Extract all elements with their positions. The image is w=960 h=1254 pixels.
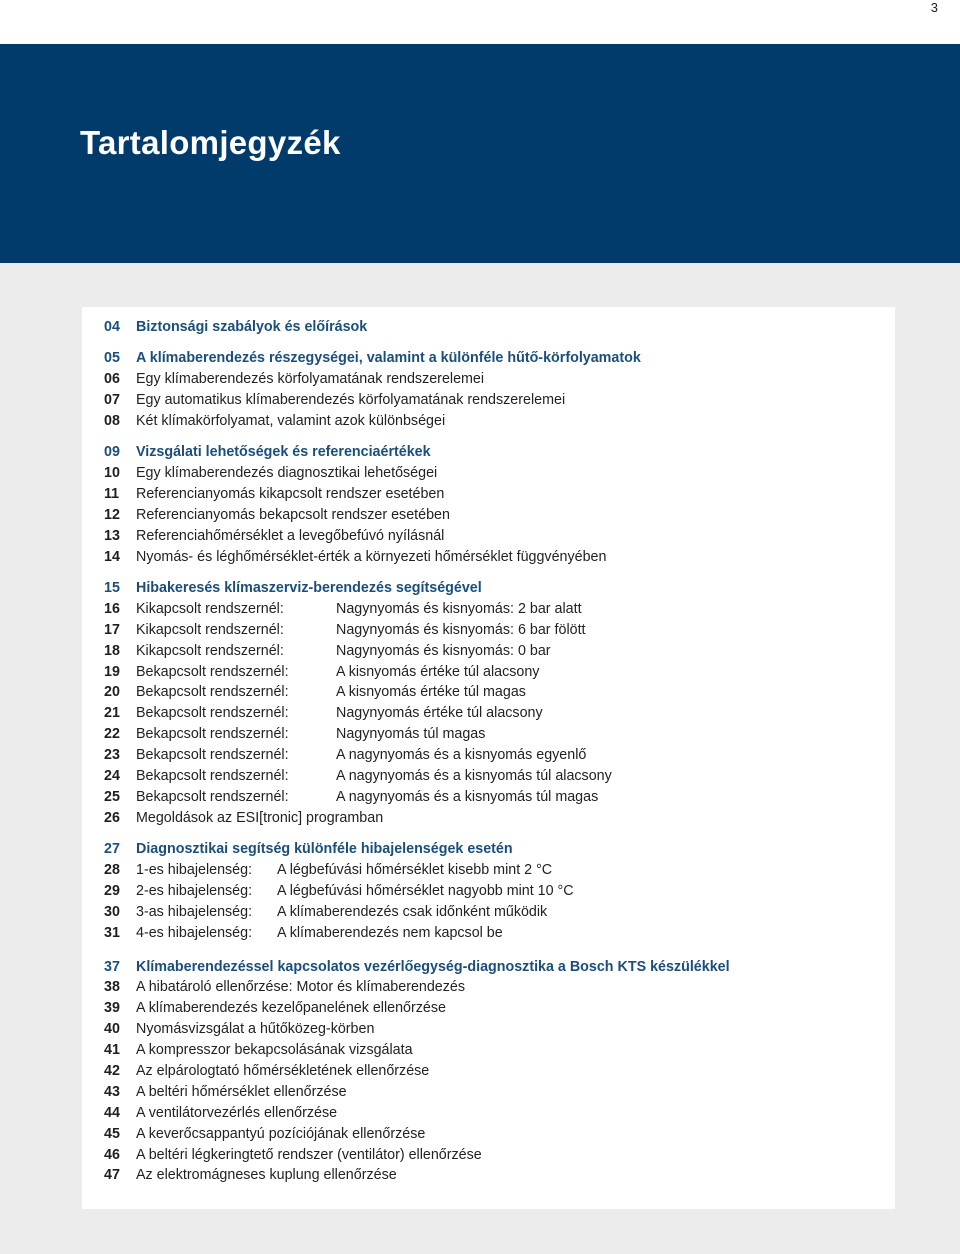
toc-page-number: 43 <box>104 1083 120 1100</box>
page-number: 3 <box>930 0 938 15</box>
toc-page-number: 26 <box>104 809 120 826</box>
toc-entry-title: Az elpárologtató hőmérsékletének ellenőrzése <box>136 1062 430 1079</box>
toc-entry-title: Referencianyomás bekapcsolt rendszer esetében <box>136 506 450 523</box>
toc-entry-condition: Kikapcsolt rendszernél: <box>136 600 284 617</box>
toc-entry[interactable] <box>104 998 884 1019</box>
toc-entry[interactable] <box>104 1103 884 1124</box>
toc-section-heading[interactable] <box>104 317 884 338</box>
toc-entry[interactable] <box>104 369 884 390</box>
toc-entry-title: A kisnyomás értéke túl alacsony <box>336 663 540 680</box>
toc-entry[interactable] <box>104 977 884 998</box>
toc-page-number: 24 <box>104 767 120 784</box>
toc-panel <box>82 307 895 1209</box>
toc-entry-title: A nagynyomás és a kisnyomás túl magas <box>336 788 599 805</box>
toc-page-number: 23 <box>104 747 120 764</box>
toc-entry-symptom: 4-es hibajelenség: <box>136 924 253 941</box>
toc-page-number: 19 <box>104 663 120 680</box>
toc-entry-title: A klímaberendezés csak időnként működik <box>277 903 548 920</box>
toc-page-number: 21 <box>104 705 120 722</box>
toc-page-number: 44 <box>104 1104 120 1121</box>
toc-page-number: 39 <box>104 1000 120 1017</box>
toc-entry[interactable] <box>104 599 884 620</box>
toc-entry-condition: Bekapcsolt rendszernél: <box>136 747 289 764</box>
toc-entry-symptom: 2-es hibajelenség: <box>136 882 253 899</box>
toc-page-number: 12 <box>104 506 120 523</box>
toc-page-number: 13 <box>104 527 120 544</box>
toc-entry[interactable] <box>104 1145 884 1166</box>
toc-page-number: 07 <box>104 392 120 409</box>
toc-page-number: 14 <box>104 548 120 565</box>
toc-page-number: 17 <box>104 621 120 638</box>
toc-entry[interactable] <box>104 724 884 745</box>
toc-entry-title: A beltéri hőmérséklet ellenőrzése <box>136 1083 347 1100</box>
toc-entry-title: A klímaberendezés nem kapcsol be <box>277 924 503 941</box>
toc-page-number: 37 <box>104 958 120 975</box>
toc-entry[interactable] <box>104 1040 884 1061</box>
toc-entry[interactable] <box>104 902 884 923</box>
toc-entry-title: A légbefúvási hőmérséklet kisebb mint 2 °C <box>277 861 553 878</box>
toc-page-number: 09 <box>104 444 120 461</box>
toc-entry[interactable] <box>104 1082 884 1103</box>
toc-entry[interactable] <box>104 1019 884 1040</box>
toc-page-number: 30 <box>104 903 120 920</box>
toc-entry-symptom: 1-es hibajelenség: <box>136 861 253 878</box>
toc-page-number: 25 <box>104 788 120 805</box>
toc-page-number: 28 <box>104 861 120 878</box>
toc-entry-condition: Bekapcsolt rendszernél: <box>136 684 289 701</box>
toc-page-number: 20 <box>104 684 120 701</box>
toc-entry[interactable] <box>104 662 884 683</box>
toc-entry[interactable] <box>104 526 884 547</box>
toc-entry[interactable] <box>104 411 884 432</box>
toc-entry-title: Egy automatikus klímaberendezés körfolyamatának rendszerelemei <box>136 392 566 409</box>
toc-entry[interactable] <box>104 547 884 568</box>
toc-entry-title: Nagynyomás és kisnyomás: 0 bar <box>336 642 551 659</box>
toc-page-number: 27 <box>104 841 120 858</box>
toc-page-number: 40 <box>104 1021 120 1038</box>
toc-section-heading[interactable] <box>104 442 884 463</box>
toc-entry-title: Nyomásvizsgálat a hűtőközeg-körben <box>136 1021 375 1038</box>
toc-entry-title: A kisnyomás értéke túl magas <box>336 684 526 701</box>
toc-page-number: 38 <box>104 979 120 996</box>
title-banner <box>0 44 960 263</box>
toc-entry[interactable] <box>104 808 884 829</box>
toc-section-heading[interactable] <box>104 957 884 978</box>
toc-entry-condition: Bekapcsolt rendszernél: <box>136 663 289 680</box>
toc-entry-title: Egy klímaberendezés diagnosztikai lehetőségei <box>136 465 438 482</box>
toc-entry-title: Vizsgálati lehetőségek és referenciaértékek <box>136 444 431 461</box>
toc-entry[interactable] <box>104 787 884 808</box>
toc-entry-title: Két klímakörfolyamat, valamint azok különbségei <box>136 412 446 429</box>
toc-entry-symptom: 3-as hibajelenség: <box>136 903 253 920</box>
toc-entry[interactable] <box>104 682 884 703</box>
toc-page-number: 05 <box>104 350 120 367</box>
toc-entry[interactable] <box>104 505 884 526</box>
top-strip <box>0 0 960 44</box>
toc-page-number: 15 <box>104 579 120 596</box>
toc-page-number: 46 <box>104 1146 120 1163</box>
toc-entry-title: A beltéri légkeringtető rendszer (ventilátor) ellenőrzése <box>136 1146 482 1163</box>
toc-entry[interactable] <box>104 881 884 902</box>
toc-entry-title: Referenciahőmérséklet a levegőbefúvó nyílásnál <box>136 527 445 544</box>
toc-entry-title: Nagynyomás értéke túl alacsony <box>336 705 543 722</box>
toc-entry[interactable] <box>104 745 884 766</box>
toc-page-number: 47 <box>104 1167 120 1184</box>
toc-entry-condition: Bekapcsolt rendszernél: <box>136 767 289 784</box>
toc-entry-title: Klímaberendezéssel kapcsolatos vezérlőegység-diagnosztika a Bosch KTS készülékkel <box>136 958 730 975</box>
toc-entry-condition: Kikapcsolt rendszernél: <box>136 621 284 638</box>
toc-entry-title: Diagnosztikai segítség különféle hibajelenségek esetén <box>136 841 513 858</box>
toc-page-number: 06 <box>104 371 120 388</box>
toc-page-number: 45 <box>104 1125 120 1142</box>
toc-page-number: 16 <box>104 600 120 617</box>
toc-entry-title: Nagynyomás és kisnyomás: 2 bar alatt <box>336 600 582 617</box>
toc-entry[interactable] <box>104 463 884 484</box>
toc-entry[interactable] <box>104 1124 884 1145</box>
toc-entry-title: Nagynyomás és kisnyomás: 6 bar fölött <box>336 621 586 638</box>
toc-entry-title: Egy klímaberendezés körfolyamatának rendszerelemei <box>136 371 485 388</box>
toc-entry[interactable] <box>104 766 884 787</box>
toc-entry-condition: Bekapcsolt rendszernél: <box>136 705 289 722</box>
toc-entry-title: Az elektromágneses kuplung ellenőrzése <box>136 1167 397 1184</box>
toc-entry[interactable] <box>104 923 884 944</box>
toc-entry[interactable] <box>104 390 884 411</box>
toc-entry[interactable] <box>104 484 884 505</box>
toc-entry[interactable] <box>104 641 884 662</box>
toc-entry-title: A nagynyomás és a kisnyomás túl alacsony <box>336 767 612 784</box>
toc-entry-title: A hibatároló ellenőrzése: Motor és klímaberendezés <box>136 979 466 996</box>
toc-entry-title: Hibakeresés klímaszerviz-berendezés segítségével <box>136 579 482 596</box>
toc-entry-condition: Bekapcsolt rendszernél: <box>136 788 289 805</box>
toc-entry-condition: Kikapcsolt rendszernél: <box>136 642 284 659</box>
toc-section-heading[interactable] <box>104 839 884 860</box>
toc-page-number: 31 <box>104 924 120 941</box>
toc-page-number: 04 <box>104 319 120 335</box>
toc-page-number: 22 <box>104 726 120 743</box>
toc-list <box>104 317 884 1186</box>
toc-page-number: 10 <box>104 465 120 482</box>
toc-entry-condition: Bekapcsolt rendszernél: <box>136 726 289 743</box>
toc-entry[interactable] <box>104 860 884 881</box>
toc-section-heading[interactable] <box>104 348 884 369</box>
toc-entry[interactable] <box>104 1165 884 1186</box>
toc-entry-title: A nagynyomás és a kisnyomás egyenlő <box>336 747 587 764</box>
toc-page-number: 42 <box>104 1062 120 1079</box>
toc-entry-title: A klímaberendezés kezelőpanelének ellenőrzése <box>136 1000 446 1017</box>
toc-entry-title: Biztonsági szabályok és előírások <box>136 319 368 335</box>
toc-entry-title: Nagynyomás túl magas <box>336 726 486 743</box>
toc-page-number: 41 <box>104 1042 120 1059</box>
toc-entry-title: A ventilátorvezérlés ellenőrzése <box>136 1104 338 1121</box>
toc-entry-title: A keverőcsappantyú pozíciójának ellenőrzése <box>136 1125 426 1142</box>
toc-entry[interactable] <box>104 620 884 641</box>
toc-entry-title: Nyomás- és léghőmérséklet-érték a környezeti hőmérséklet függvényében <box>136 548 607 565</box>
toc-entry[interactable] <box>104 703 884 724</box>
toc-page-number: 08 <box>104 412 120 429</box>
toc-entry-title: A klímaberendezés részegységei, valamint a különféle hűtő-körfolyamatok <box>136 350 641 367</box>
toc-entry[interactable] <box>104 1061 884 1082</box>
toc-page-number: 11 <box>104 486 120 503</box>
toc-entry-title: A kompresszor bekapcsolásának vizsgálata <box>136 1042 413 1059</box>
toc-entry-title: A légbefúvási hőmérséklet nagyobb mint 10 °C <box>277 882 574 899</box>
page-title: Tartalomjegyzék <box>80 124 341 161</box>
toc-entry-title: Megoldások az ESI[tronic] programban <box>136 809 384 826</box>
toc-page-number: 18 <box>104 642 120 659</box>
toc-entry-title: Referencianyomás kikapcsolt rendszer esetében <box>136 486 445 503</box>
toc-page-number: 29 <box>104 882 120 899</box>
toc-section-heading[interactable] <box>104 578 884 599</box>
